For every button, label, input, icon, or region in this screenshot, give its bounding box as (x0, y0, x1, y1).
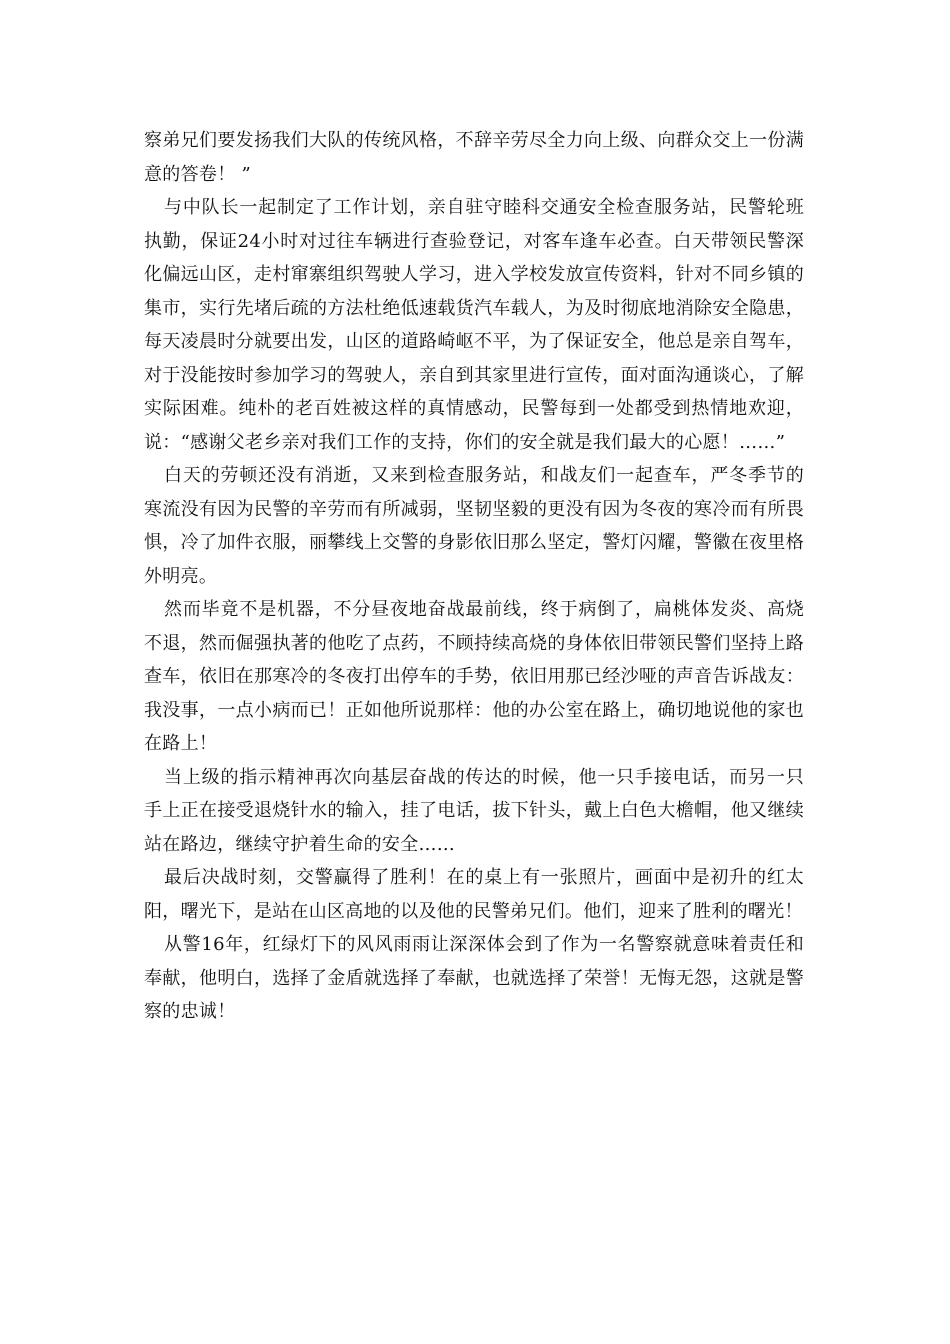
paragraph-work-plan: 与中队长一起制定了工作计划，亲自驻守睦科交通安全检查服务站，民警轮班执勤，保证24小时对过往车辆进行查验登记，对客车逢车必查。白天带领民警深化偏远山区，走村窜寨组织驾驶人学习，进入学校发放宣传资料，针对不同乡镇的集市，实行先堵后疏的方法杜绝低速载货汽车载人，为及时彻底地消除安全隐患，每天凌晨时分就要出发，山区的道路崎岖不平，为了保证安全，他总是亲自驾车，对于没能按时参加学习的驾驶人，亲自到其家里进行宣传，面对面沟通谈心，了解实际困难。纯朴的老百姓被这样的真情感动，民警每到一处都受到热情地欢迎，说：“感谢父老乡亲对我们工作的支持，你们的安全就是我们最大的心愿！……” (144, 197, 804, 453)
document-body (144, 124, 804, 1029)
paragraph-night-checkpoint: 白天的劳顿还没有消逝，又来到检查服务站，和战友们一起查车，严冬季节的寒流没有因为民警的辛劳而有所减弱，坚韧坚毅的更没有因为冬夜的寒冷而有所畏惧，冷了加件衣服，丽攀线上交警的身影依旧那么坚定，警灯闪耀，警徽在夜里格外明亮。 (144, 465, 804, 587)
paragraph-continuation: 察弟兄们要发扬我们大队的传统风格，不辞辛劳尽全力向上级、向群众交上一份满意的答卷！ ” (144, 130, 804, 185)
paragraph-illness: 然而毕竟不是机器，不分昼夜地奋战最前线，终于病倒了，扁桃体发炎、高烧不退，然而倔强执著的他吃了点药，不顾持续高烧的身体依旧带领民警们坚持上路查车，依旧在那寒冷的冬夜打出停车的手势，依旧用那已经沙哑的声音告诉战友：我没事，一点小病而已！正如他所说那样：他的办公室在路上，确切地说他的家也在路上！ (144, 599, 804, 754)
paragraph-conclusion: 从警16年，红绿灯下的风风雨雨让深深体会到了作为一名警察就意味着责任和奉献，他明白，选择了金盾就选择了奉献，也就选择了荣誉！无悔无怨，这就是警察的忠诚！ (144, 934, 804, 1022)
paragraph-phone-call: 当上级的指示精神再次向基层奋战的传达的时候，他一只手接电话，而另一只手上正在接受退烧针水的输入，挂了电话，拔下针头，戴上白色大檐帽，他又继续站在路边，继续守护着生命的安全…… (144, 766, 804, 855)
paragraph-victory: 最后决战时刻，交警赢得了胜利！在的桌上有一张照片，画面中是初升的红太阳，曙光下，是站在山区高地的以及他的民警弟兄们。他们，迎来了胜利的曙光！ (144, 867, 804, 922)
